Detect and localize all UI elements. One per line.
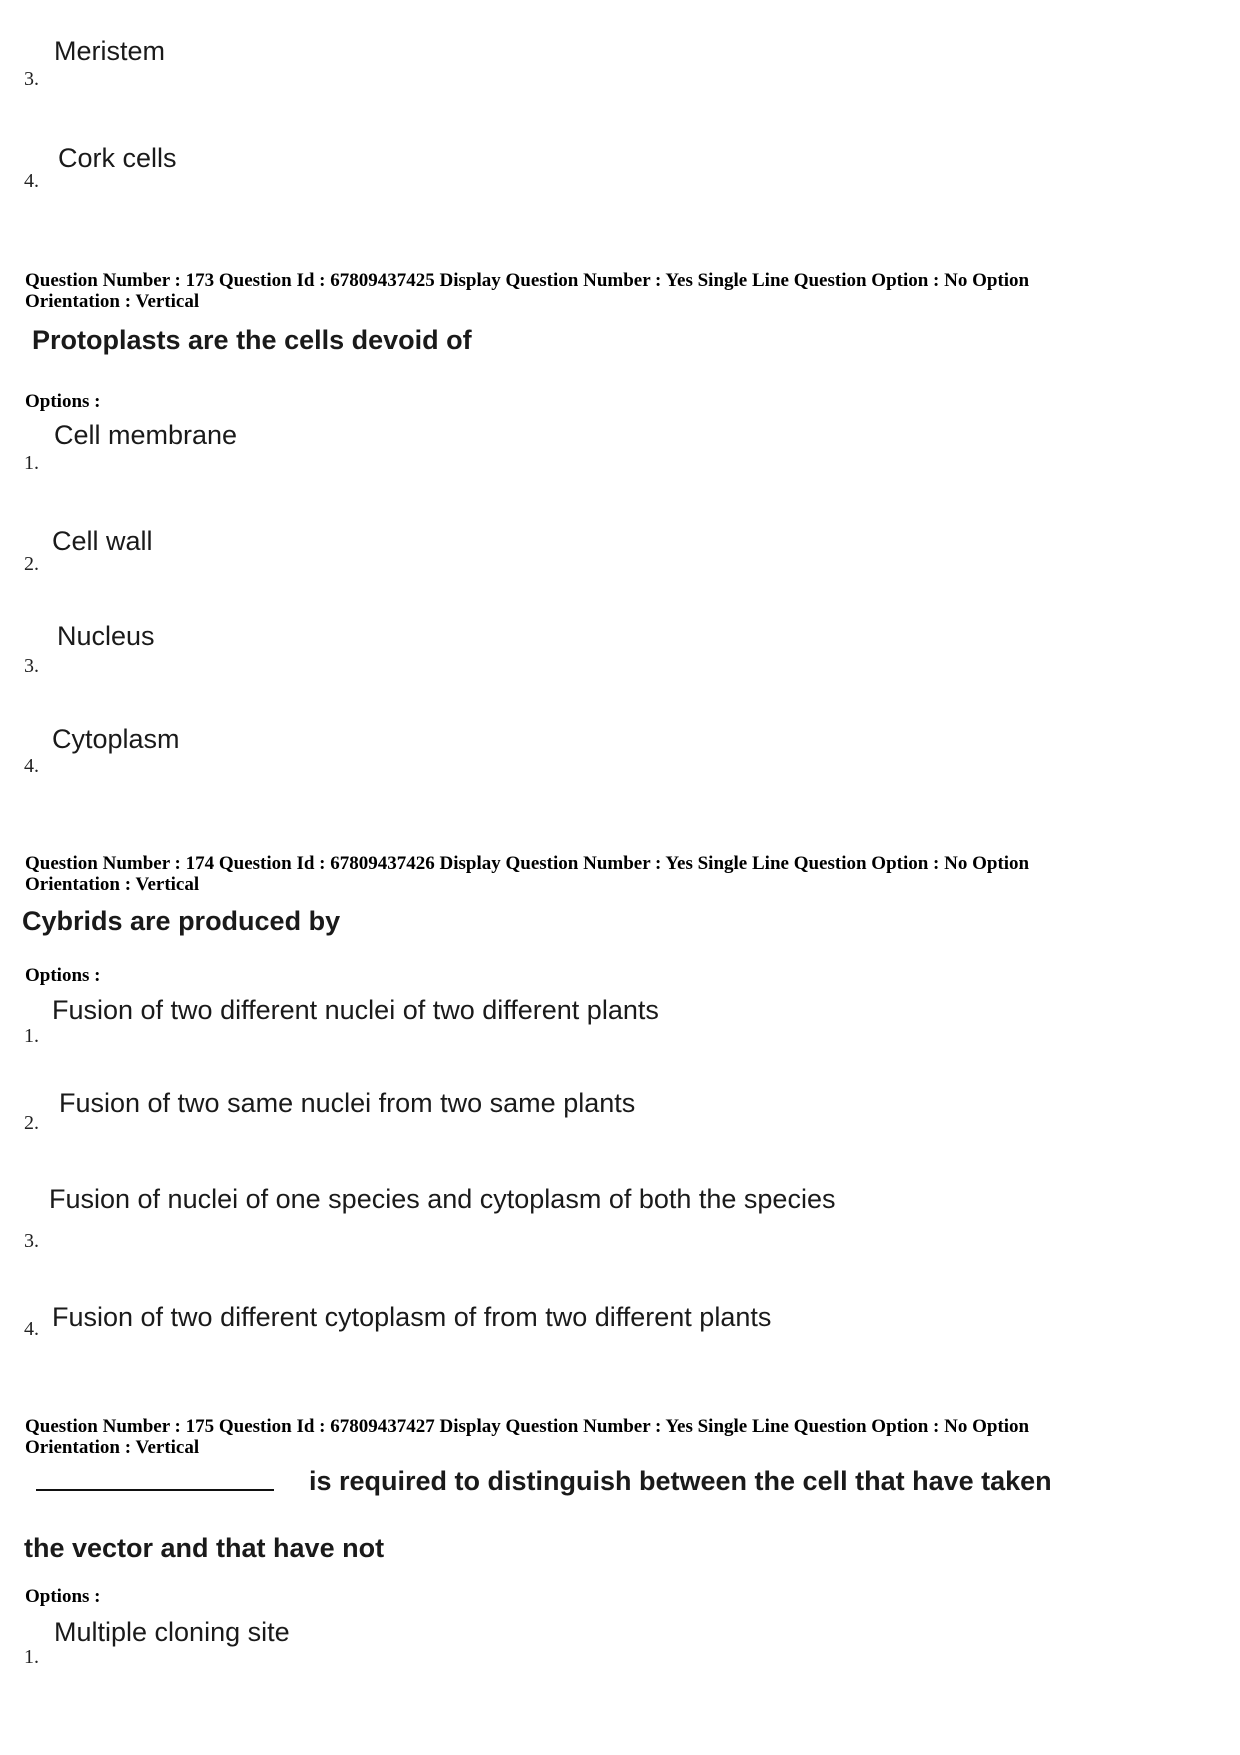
q173-option-2-number: 2. [24, 553, 39, 575]
q173-question-text: Protoplasts are the cells devoid of [32, 325, 472, 355]
q174-meta-line1: Question Number : 174 Question Id : 67809437426 Display Question Number : Yes Single Line Question Option : No Option [25, 853, 1030, 874]
q174-option-2-number: 2. [24, 1112, 39, 1134]
q175-option-1-number: 1. [24, 1646, 39, 1668]
q174-meta-line2: Orientation : Vertical [25, 874, 200, 895]
prev-option-4-text: Cork cells [58, 143, 177, 173]
q173-option-1-number: 1. [24, 452, 39, 474]
q174-option-3-number: 3. [24, 1230, 39, 1252]
q174-option-1-text: Fusion of two different nuclei of two different plants [52, 995, 659, 1025]
q173-option-2-text: Cell wall [52, 526, 153, 556]
q174-question-text: Cybrids are produced by [22, 906, 341, 936]
q173-options-label: Options : [25, 391, 101, 412]
q174-options-label: Options : [25, 965, 101, 986]
q175-option-1-text: Multiple cloning site [54, 1617, 290, 1647]
q173-meta-line1: Question Number : 173 Question Id : 67809437425 Display Question Number : Yes Single Line Question Option : No Option [25, 270, 1030, 291]
q173-option-4-number: 4. [24, 755, 39, 777]
prev-option-4-number: 4. [24, 170, 39, 192]
q174-option-3-text: Fusion of nuclei of one species and cytoplasm of both the species [49, 1184, 836, 1214]
q175-meta-line2: Orientation : Vertical [25, 1437, 200, 1458]
q173-option-1-text: Cell membrane [54, 420, 238, 450]
q175-options-label: Options : [25, 1586, 101, 1607]
q173-option-3-text: Nucleus [57, 621, 155, 651]
q174-option-2-text: Fusion of two same nuclei from two same plants [59, 1088, 636, 1118]
q173-meta-line2: Orientation : Vertical [25, 291, 200, 312]
q175-question-text-part1: is required to distinguish between the cell that have taken [309, 1466, 1052, 1496]
prev-option-3-number: 3. [24, 68, 39, 90]
prev-option-3-text: Meristem [54, 36, 166, 66]
q175-fill-in-blank-line [36, 1489, 274, 1491]
q174-option-4-text: Fusion of two different cytoplasm of from two different plants [52, 1302, 772, 1332]
q173-option-4-text: Cytoplasm [52, 724, 180, 754]
q174-option-4-number: 4. [24, 1318, 39, 1340]
q173-option-3-number: 3. [24, 655, 39, 677]
q175-meta-line1: Question Number : 175 Question Id : 67809437427 Display Question Number : Yes Single Line Question Option : No Option [25, 1416, 1030, 1437]
q175-question-text-part2: the vector and that have not [24, 1533, 385, 1563]
q174-option-1-number: 1. [24, 1025, 39, 1047]
